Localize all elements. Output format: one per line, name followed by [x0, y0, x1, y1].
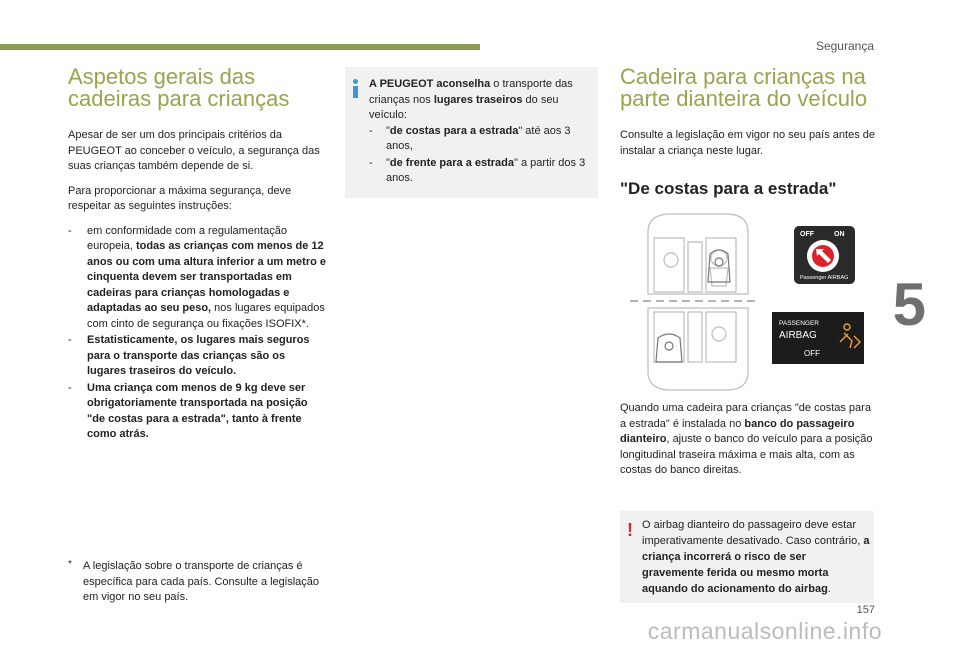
instructions-intro: Para proporcionar a máxima segurança, deve respeitar as seguintes instruções: [68, 184, 292, 212]
list-item: - Estatisticamente, os lugares mais seguros para o transporte das crianças são os lugares traseiros do veículo. [68, 334, 310, 377]
front-seat-section [620, 66, 875, 213]
car-top-view-lower [648, 308, 748, 390]
footnote-text: A legislação sobre o transporte de crianças é específica para cada país. Consulte a legislação em vigor no seu país. [83, 560, 320, 603]
child-seat-icon [656, 334, 682, 362]
car-top-view-upper [648, 214, 748, 294]
switch-off-label: OFF [800, 231, 814, 238]
footnote [68, 559, 326, 606]
info-list [369, 124, 592, 187]
page-number: 157 [856, 604, 875, 616]
rear-facing-heading: "De costas para a estrada" [620, 179, 837, 198]
airbag-switch [794, 226, 855, 284]
list-item: - "de frente para a estrada" a partir dos 3 anos. [369, 156, 586, 184]
indicator-line3: OFF [804, 349, 820, 358]
info-icon [353, 79, 359, 97]
list-item: - "de costas para a estrada" até aos 3 anos, [369, 124, 571, 152]
front-seat-intro: Consulte a legislação em vigor no seu país antes de instalar a criança neste lugar. [620, 129, 875, 157]
footnote-mark: * [68, 559, 72, 570]
front-seat-body [620, 401, 875, 488]
general-title: Aspetos gerais das cadeiras para crianças [68, 64, 290, 111]
warning-icon: ! [627, 520, 633, 540]
general-section [68, 66, 326, 444]
front-seat-title: Cadeira para crianças na parte dianteira do veículo [620, 64, 868, 111]
child-seat-illustration [626, 212, 866, 392]
watermark: carmanualsonline.info [647, 618, 882, 644]
section-title: Segurança [815, 39, 874, 53]
info-box [345, 67, 598, 198]
airbag-off-indicator [772, 312, 864, 364]
indicator-line2: AIRBAG [779, 330, 817, 341]
info-lead: A PEUGEOT aconselha o transporte das crianças nos lugares traseiros do seu veículo: [369, 78, 573, 121]
list-item: - em conformidade com a regulamentação europeia, todas as crianças com menos de 12 anos ou com uma altura inferior a um metro e cinquenta devem ser transportadas em cadeiras para crianças homologadas e adaptadas ao seu peso, nos lugares equipados com cinto de segurança ou fixações ISOFIX*. [68, 224, 326, 330]
list-item: - Uma criança com menos de 9 kg deve ser obrigatoriamente transportada na posição "de costas para a estrada", tanto à frente como atrás. [68, 381, 308, 440]
general-intro: Apesar de ser um dos principais critérios da PEUGEOT ao conceber o veículo, a segurança das suas crianças também depende de si. [68, 129, 320, 172]
info-section [345, 67, 598, 198]
indicator-line1: PASSENGER [779, 320, 819, 327]
warning-box: ! O airbag dianteiro do passageiro deve estar imperativamente desativado. Caso contrário, a criança incorrerá o risco de ser gravemente ferida ou mesmo morta aquando do acionamento do airbag. [620, 511, 874, 603]
switch-on-label: ON [834, 231, 845, 238]
switch-caption: Passenger AIRBAG [800, 275, 849, 281]
instructions-list [68, 224, 326, 443]
chapter-number: 5 [892, 271, 926, 338]
seat-adjust-text: Quando uma cadeira para crianças "de costas para a estrada" é instalada no banco do passageiro dianteiro, ajuste o banco do veículo para a posição longitudinal traseira máxima e mais alta, com as costas do banco direitas. [620, 402, 873, 476]
top-accent-bar [0, 44, 480, 50]
